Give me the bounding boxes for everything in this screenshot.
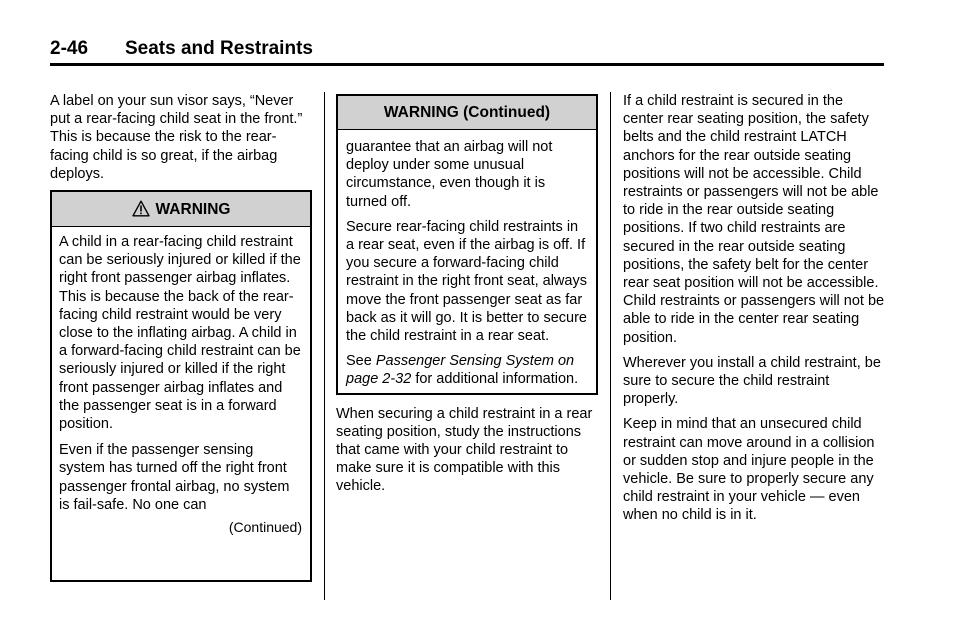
header-rule bbox=[50, 63, 884, 66]
column-divider-2 bbox=[610, 92, 611, 600]
see-reference bbox=[346, 352, 588, 388]
install-paragraph: Wherever you install a child restraint, be sure to secure the child restraint properly. bbox=[623, 354, 881, 408]
see-prefix: See bbox=[346, 353, 376, 370]
warning-box-header bbox=[52, 192, 310, 227]
column-2 bbox=[336, 94, 598, 496]
continued-label: (Continued) bbox=[228, 519, 302, 536]
unsecured-paragraph: Keep in mind that an unsecured child restraint can move around in a collision or sudden stop and injure people in the vehicle. Be sure to properly secure any child restraint in your vehicle — even when no child is in it. bbox=[623, 416, 875, 524]
warning-continued-box bbox=[336, 94, 598, 395]
column-1 bbox=[50, 92, 315, 183]
warning-continued-paragraph-2: Secure rear-facing child restraints in a rear seat, even if the airbag is off. If you secure a forward-facing child restraint in the right front seat, always move the front passenger seat as far back as it will go. It is better to secure the child restraint in a rear seat. bbox=[346, 218, 587, 345]
page-number: 2-46 bbox=[50, 38, 89, 59]
warning-box bbox=[50, 190, 312, 582]
warning-triangle-icon bbox=[132, 195, 150, 231]
warning-continued-paragraph-1: guarantee that an airbag will not deploy under some unusual circumstance, even though it is turned off. bbox=[346, 139, 553, 210]
warning-box-body bbox=[52, 227, 310, 540]
warning-paragraph-1: A child in a rear-facing child restraint can be seriously injured or killed if the right front passenger airbag inflates. This is because the back of the rear-facing child restraint would be very close to the inflating airbag. A child in a forward-facing child restraint can be seriously injured or killed if the right front passenger airbag inflates and the passenger seat is in a forward position. bbox=[59, 234, 301, 433]
warning-continued-body bbox=[338, 130, 596, 393]
securing-paragraph: When securing a child restraint in a rear seating position, study the instructions that came with your child restraint to make sure it is compatible with this vehicle. bbox=[336, 405, 593, 495]
warning-paragraph-2: Even if the passenger sensing system has turned off the right front passenger frontal airbag, no system is fail-safe. No one can bbox=[59, 442, 290, 513]
see-suffix: for additional information. bbox=[411, 371, 579, 388]
center-seat-paragraph: If a child restraint is secured in the center rear seating position, the safety belts and the child restraint LATCH anchors for the rear outside seating positions will not be accessible. Child restraints or passengers will not be able to ride in the rear outside seating positions. If two child restraints are secured in the rear outside seating positions, the safety belt for the center rear seat position will not be accessible. Child restraints or passengers will not be able to ride in the center rear seating position. bbox=[623, 93, 885, 346]
cross-reference-link[interactable]: Passenger Sensing System on page 2-32 bbox=[346, 353, 575, 388]
warning-title: WARNING bbox=[155, 201, 231, 218]
warning-continued-header: WARNING (Continued) bbox=[338, 96, 596, 130]
column-3 bbox=[623, 92, 885, 525]
column-divider-1 bbox=[324, 92, 325, 600]
intro-paragraph: A label on your sun visor says, “Never put a rear-facing child seat in the front.” This is because the risk to the rear-facing child is so great, if the airbag deploys. bbox=[50, 93, 303, 182]
section-title: Seats and Restraints bbox=[125, 38, 313, 59]
